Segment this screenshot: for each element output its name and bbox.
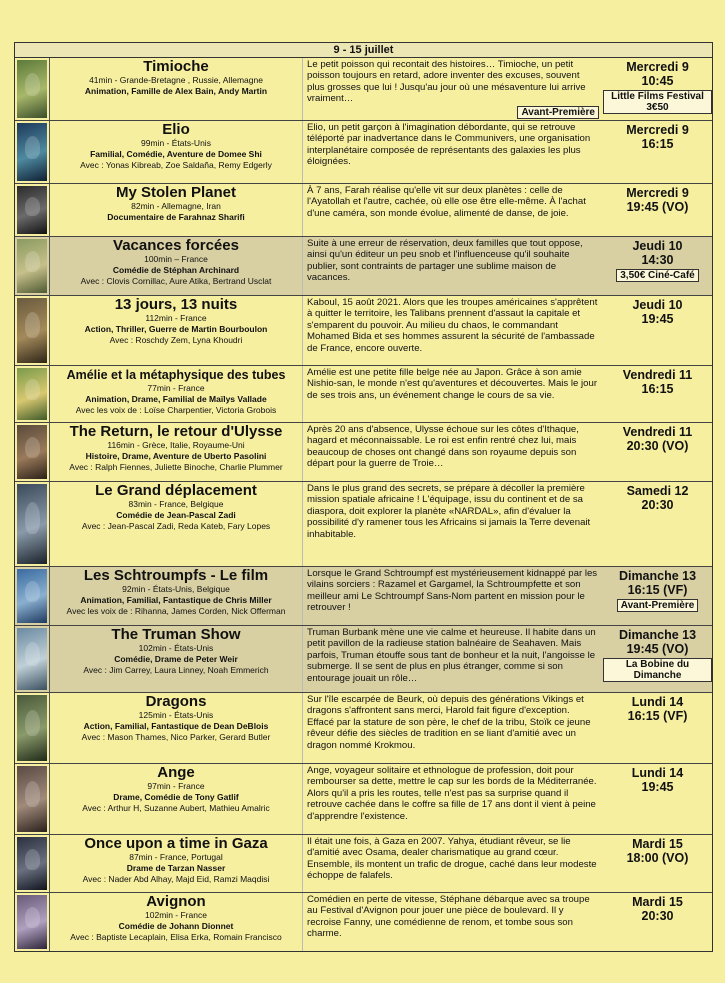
screening-date: Dimanche 13 — [618, 628, 697, 642]
film-poster — [15, 693, 50, 763]
film-synopsis — [303, 296, 603, 365]
screening-date: Lundi 14 — [631, 695, 684, 709]
film-cast: Avec : Arthur H, Suzanne Aubert, Mathieu Amalric — [82, 803, 270, 813]
film-info — [50, 237, 303, 295]
screening-time — [603, 567, 712, 625]
film-title: The Return, le retour d'Ulysse — [69, 423, 283, 440]
preview-badge: Avant-Première — [517, 106, 599, 119]
film-title: My Stolen Planet — [115, 184, 237, 201]
film-poster — [15, 296, 50, 365]
film-synopsis — [303, 764, 603, 834]
film-title: Le Grand déplacement — [95, 482, 257, 499]
film-info — [50, 567, 303, 625]
film-title: 13 jours, 13 nuits — [114, 296, 238, 313]
film-poster — [15, 237, 50, 295]
film-genre-director: Animation, Familial, Fantastique de Chris Miller — [80, 595, 272, 605]
week-header: 9 - 15 juillet — [15, 43, 712, 58]
synopsis-text: Lorsque le Grand Schtroumpf est mystérieusement kidnappé par les vilains sorciers : Razamel et Gargamel, la Schtroumpfette et son meilleur ami Le Schtroumpf Sans-Nom partent en mission pour le retrouver ! — [307, 568, 598, 614]
poster-image — [17, 60, 47, 118]
film-genre-director: Drame de Tarzan Nasser — [126, 863, 226, 873]
film-poster — [15, 423, 50, 481]
event-badge: Little Films Festival 3€50 — [603, 90, 712, 114]
film-synopsis — [303, 423, 603, 481]
screening-date: Vendredi 11 — [622, 368, 693, 382]
film-duration-country: 82min - Allemagne, Iran — [131, 201, 221, 211]
poster-image — [17, 895, 47, 949]
film-row — [15, 58, 712, 121]
film-synopsis — [303, 835, 603, 892]
film-poster — [15, 764, 50, 834]
film-genre-director: Familial, Comédie, Aventure de Domee Shi — [90, 149, 262, 159]
film-synopsis — [303, 121, 603, 183]
film-genre-director: Animation, Famille de Alex Bain, Andy Martin — [84, 86, 268, 96]
film-duration-country: 112min - France — [145, 313, 207, 323]
film-genre-director: Comédie de Jean-Pascal Zadi — [116, 510, 236, 520]
film-cast: Avec les voix de : Loïse Charpentier, Victoria Grobois — [75, 405, 277, 415]
screening-time — [603, 296, 712, 365]
film-row — [15, 567, 712, 626]
film-cast: Avec : Jean-Pascal Zadi, Reda Kateb, Fary Lopes — [81, 521, 271, 531]
screening-time — [603, 423, 712, 481]
poster-image — [17, 695, 47, 761]
poster-image — [17, 186, 47, 234]
screening-date: Jeudi 10 — [632, 239, 683, 253]
film-duration-country: 100min – France — [144, 254, 208, 264]
film-synopsis — [303, 567, 603, 625]
film-cast: Avec : Yonas Kibreab, Zoe Saldaña, Remy Edgerly — [80, 160, 272, 170]
film-cast: Avec : Baptiste Lecaplain, Elisa Erka, Romain Francisco — [70, 932, 282, 942]
film-synopsis — [303, 58, 603, 120]
synopsis-text: Sur l'île escarpée de Beurk, où depuis des générations Vikings et dragons s'affrontent sans merci, Harold fait figure d'exception. Effacé par la stature de son père, le chef de la tribu, Stoïk ce jeune rêveur défie des siècles de tradition en se liant d'amitié avec un dragon nommé Krokmou. — [307, 694, 591, 751]
film-info — [50, 121, 303, 183]
film-poster — [15, 482, 50, 566]
film-cast: Avec : Ralph Fiennes, Juliette Binoche, Charlie Plummer — [69, 462, 283, 472]
film-row — [15, 237, 712, 296]
film-title: Timioche — [143, 58, 209, 75]
poster-image — [17, 484, 47, 564]
poster-image — [17, 766, 47, 832]
film-title: The Truman Show — [111, 626, 241, 643]
screening-time — [603, 835, 712, 892]
screening-hour: 16:15 (VF) — [627, 709, 688, 723]
film-info — [50, 58, 303, 120]
film-info — [50, 693, 303, 763]
film-synopsis — [303, 184, 603, 236]
film-synopsis — [303, 482, 603, 566]
film-row — [15, 482, 712, 567]
synopsis-text: Amélie est une petite fille belge née au Japon. Grâce à son amie Nishio-san, le monde n'est qu'aventures et découvertes. Mais le jour de ses trois ans, un événement change le cours de sa vie. — [307, 367, 598, 401]
film-row — [15, 366, 712, 423]
synopsis-text: Ange, voyageur solitaire et ethnologue de profession, doit pour rembourser sa dette, mettre le cap sur les bords de la Méditerranée. Alors qu'il a pris les routes, telle n'est pas sa surprise quand il retrouve cachée dans le coffre sa fille de 17 ans dont il vient à peine d'apprendre l'existence. — [307, 765, 597, 822]
program-sheet — [14, 42, 713, 952]
poster-image — [17, 239, 47, 293]
film-info — [50, 764, 303, 834]
film-cast: Avec : Roschdy Zem, Lyna Khoudri — [109, 335, 243, 345]
screening-time — [603, 184, 712, 236]
synopsis-text: Suite à une erreur de réservation, deux familles que tout oppose, ainsi qu'un éditeur un peu snob et l'influenceuse qu'il souhaite publier, sont contraints de partager une sublime maison de vacances. — [307, 238, 583, 284]
screening-time — [603, 482, 712, 566]
synopsis-text: Truman Burbank mène une vie calme et heureuse. Il habite dans un petit pavillon de la radieuse station balnéaire de Seahaven. Mais parfois, Truman étouffe sous tant de bonheur et la nuit, l'angoisse le submerge. Il se sent de plus en plus étranger, comme si son entourage jouait un rôle… — [307, 627, 596, 684]
synopsis-text: Le petit poisson qui recontait des histoires… Timioche, un petit poisson toujours en retard, adore inventer des excuses, souvent plus grosses que lui ! Jusqu'au jour où une mésaventure lui arrive vraiment… — [307, 59, 586, 105]
screening-hour: 19:45 (VO) — [626, 642, 689, 656]
synopsis-text: Comédien en perte de vitesse, Stéphane débarque avec sa troupe au Festival d'Avignon pour jouer une pièce de boulevard. Il y recroise Fanny, une comédienne de renom, et tombe sous son charme. — [307, 894, 590, 940]
screening-time — [603, 693, 712, 763]
film-row — [15, 626, 712, 693]
film-info — [50, 835, 303, 892]
screening-hour: 16:15 (VF) — [627, 583, 688, 597]
screening-date: Mardi 15 — [632, 895, 683, 909]
synopsis-text: Après 20 ans d'absence, Ulysse échoue sur les côtes d'Ithaque, hagard et méconnaissable. Le roi est enfin rentré chez lui, mais beaucoup de choses ont changé dans son royaume depuis son départ pour la guerre de Troie… — [307, 424, 579, 470]
event-badge: 3,50€ Ciné-Café — [616, 269, 698, 282]
film-title: Vacances forcées — [113, 237, 239, 254]
film-duration-country: 77min - France — [147, 383, 205, 393]
film-info — [50, 626, 303, 692]
film-genre-director: Drame, Comédie de Tony Gatlif — [113, 792, 239, 802]
screening-time — [603, 237, 712, 295]
film-info — [50, 296, 303, 365]
screening-date: Mercredi 9 — [626, 186, 689, 200]
screening-hour: 19:45 (VO) — [626, 200, 689, 214]
screening-date: Jeudi 10 — [632, 298, 683, 312]
screening-time — [603, 121, 712, 183]
poster-image — [17, 628, 47, 690]
film-row — [15, 764, 712, 835]
event-badge: La Bobine du Dimanche — [603, 658, 712, 682]
screening-time — [603, 764, 712, 834]
screening-date: Samedi 12 — [626, 484, 689, 498]
film-genre-director: Action, Thriller, Guerre de Martin Bourboulon — [84, 324, 268, 334]
film-row — [15, 893, 712, 951]
film-duration-country: 97min - France — [147, 781, 205, 791]
film-duration-country: 99min - États-Unis — [141, 138, 211, 148]
screening-date: Mercredi 9 — [626, 123, 689, 137]
film-genre-director: Action, Familial, Fantastique de Dean DeBlois — [83, 721, 269, 731]
film-cast: Avec : Mason Thames, Nico Parker, Gerard Butler — [81, 732, 271, 742]
film-list — [15, 58, 712, 951]
poster-image — [17, 425, 47, 479]
film-title: Avignon — [146, 893, 206, 910]
film-info — [50, 184, 303, 236]
film-title: Dragons — [145, 693, 207, 710]
film-poster — [15, 626, 50, 692]
film-synopsis — [303, 366, 603, 422]
screening-hour: 16:15 — [641, 137, 674, 151]
screening-date: Lundi 14 — [631, 766, 684, 780]
film-info — [50, 482, 303, 566]
poster-image — [17, 569, 47, 623]
screening-date: Vendredi 11 — [622, 425, 693, 439]
film-duration-country: 102min - France — [145, 910, 207, 920]
film-title: Once upon a time in Gaza — [84, 835, 268, 852]
film-row — [15, 296, 712, 366]
film-poster — [15, 366, 50, 422]
synopsis-text: Elio, un petit garçon à l'imagination débordante, qui se retrouve téléporté par inadvertance dans le Communivers, une organisation interplanétaire composée de représentants des galaxies les plus éloignées. — [307, 122, 591, 168]
screening-hour: 10:45 — [641, 74, 674, 88]
film-duration-country: 41min - Grande-Bretagne , Russie, Allemagne — [89, 75, 263, 85]
screening-hour: 16:15 — [641, 382, 674, 396]
film-title: Amélie et la métaphysique des tubes — [66, 368, 286, 382]
poster-image — [17, 298, 47, 363]
film-duration-country: 87min - France, Portugal — [129, 852, 223, 862]
film-poster — [15, 893, 50, 951]
film-row — [15, 835, 712, 893]
film-synopsis — [303, 626, 603, 692]
film-synopsis — [303, 237, 603, 295]
synopsis-text: À 7 ans, Farah réalise qu'elle vit sur deux planètes : celle de l'Ayatollah et l'autre, cachée, où elle ose être elle-même. À l'achat d'une caméra, son monde évolue, alimenté de danse, de joie. — [307, 185, 586, 219]
screening-date: Dimanche 13 — [618, 569, 697, 583]
screening-hour: 20:30 (VO) — [626, 439, 689, 453]
film-genre-director: Comédie, Drame de Peter Weir — [114, 654, 238, 664]
screening-time — [603, 366, 712, 422]
synopsis-text: Il était une fois, à Gaza en 2007. Yahya, étudiant rêveur, se lie d'amitié avec Osama, dealer charismatique au grand cœur. Ensemble, ils montent un trafic de drogue, caché dans leur modeste échoppe de falafels. — [307, 836, 597, 882]
film-row — [15, 184, 712, 237]
film-genre-director: Histoire, Drame, Aventure de Uberto Pasolini — [85, 451, 267, 461]
film-row — [15, 423, 712, 482]
screening-hour: 20:30 — [641, 498, 674, 512]
film-cast: Avec : Nader Abd Alhay, Majd Eid, Ramzi Maqdisi — [82, 874, 270, 884]
event-badge: Avant-Première — [617, 599, 699, 612]
film-info — [50, 366, 303, 422]
film-genre-director: Animation, Drame, Familial de Maïlys Vallade — [85, 394, 267, 404]
film-duration-country: 83min - France, Belgique — [128, 499, 224, 509]
film-duration-country: 116min - Grèce, Italie, Royaume-Uni — [107, 440, 245, 450]
screening-time — [603, 626, 712, 692]
poster-image — [17, 837, 47, 890]
film-cast: Avec : Jim Carrey, Laura Linney, Noah Emmerich — [83, 665, 269, 675]
film-genre-director: Documentaire de Farahnaz Sharifi — [107, 212, 245, 222]
screening-hour: 18:00 (VO) — [626, 851, 689, 865]
film-duration-country: 92min - États-Unis, Belgique — [122, 584, 230, 594]
film-genre-director: Comédie de Stéphan Archinard — [112, 265, 240, 275]
poster-image — [17, 368, 47, 420]
film-synopsis — [303, 693, 603, 763]
film-info — [50, 423, 303, 481]
screening-hour: 20:30 — [641, 909, 674, 923]
film-duration-country: 125min - États-Unis — [138, 710, 214, 720]
film-cast: Avec : Clovis Cornillac, Aure Atika, Bertrand Usclat — [80, 276, 272, 286]
screening-hour: 19:45 — [641, 780, 674, 794]
film-poster — [15, 567, 50, 625]
film-synopsis — [303, 893, 603, 951]
film-poster — [15, 58, 50, 120]
screening-date: Mercredi 9 — [626, 60, 689, 74]
film-info — [50, 893, 303, 951]
film-cast: Avec les voix de : Rihanna, James Corden, Nick Offerman — [66, 606, 286, 616]
synopsis-text: Kaboul, 15 août 2021. Alors que les troupes américaines s'apprêtent à quitter le territoire, les Talibans prennent d'assaut la capitale et s'emparent du pouvoir. Au milieu du chaos, le commandant Mohamed Bida et ses hommes assurent la sécurité de l'ambassade de France, encore ouverte. — [307, 297, 598, 354]
screening-time — [603, 893, 712, 951]
film-duration-country: 102min - États-Unis — [138, 643, 214, 653]
film-genre-director: Comédie de Johann Dionnet — [118, 921, 234, 931]
screening-date: Mardi 15 — [632, 837, 683, 851]
film-poster — [15, 121, 50, 183]
film-row — [15, 121, 712, 184]
film-row — [15, 693, 712, 764]
screening-hour: 19:45 — [641, 312, 674, 326]
screening-time — [603, 58, 712, 120]
film-title: Ange — [157, 764, 195, 781]
poster-image — [17, 123, 47, 181]
film-poster — [15, 184, 50, 236]
screening-hour: 14:30 — [641, 253, 674, 267]
film-title: Elio — [162, 121, 190, 138]
film-poster — [15, 835, 50, 892]
synopsis-text: Dans le plus grand des secrets, se prépare à décoller la première mission spatiale africaine ! L'équipage, issu du continent et de sa diaspora, doit explorer la planète «NARDAL», afin d'évaluer la possibilité d'y ramener tous les Africains si jamais la Terre devenait inhabitable. — [307, 483, 591, 540]
film-title: Les Schtroumpfs - Le film — [83, 567, 269, 584]
